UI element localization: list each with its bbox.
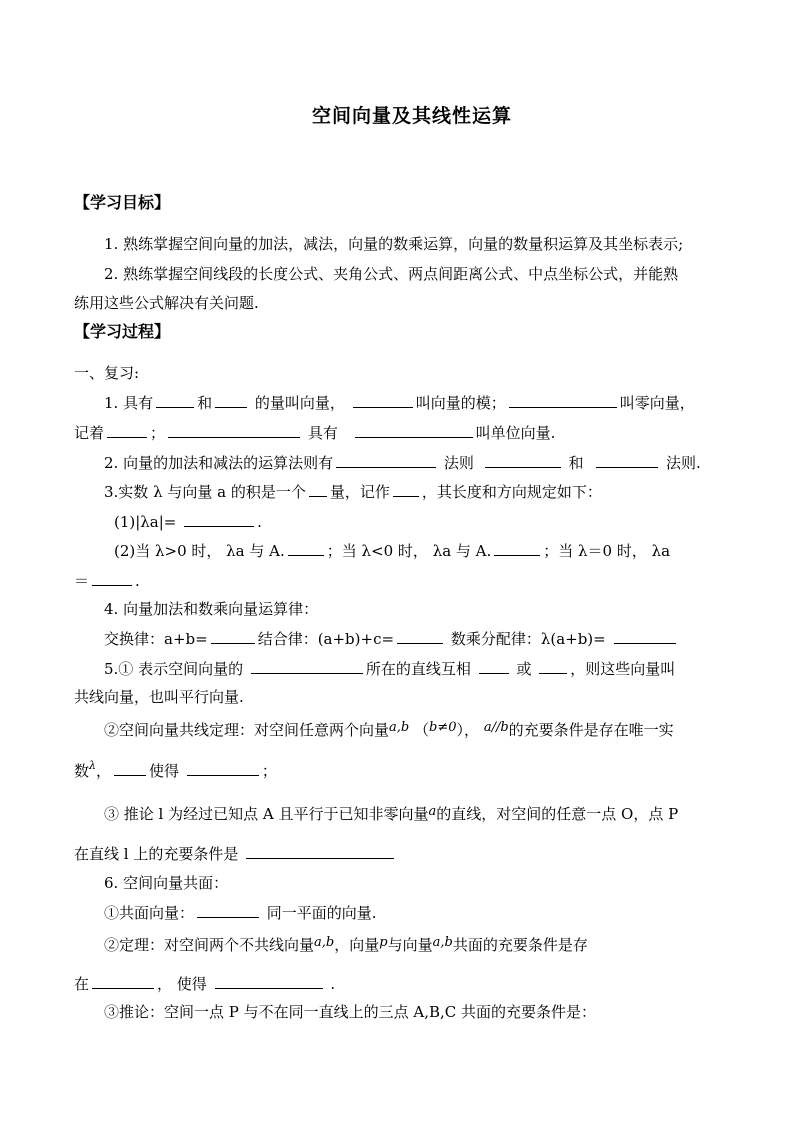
review-line-4b: 交换律：a+b= 结合律：(a+b)+c= 数乘分配律：λ(a+b)= [104,628,679,649]
goal-2-line-2: 练用这些公式解决有关问题. [74,294,259,312]
goal-2-line-1: 2. 熟练掌握空间线段的长度公式、夹角公式、两点间距离公式、中点坐标公式，并能熟 [104,265,679,283]
review-line-1b: 记着 ； 具有 叫单位向量. [74,424,556,442]
review-heading: 一、复习: [74,364,140,382]
goals-heading: 【学习目标】 [74,193,171,212]
review-line-5-2b: 数$^\lambda$， 使得 ； [74,759,277,780]
vector-ab: a,b [314,935,335,950]
vector-ab: a,b [432,935,453,950]
review-line-6-3: ③推论：空间一点 P 与不在同一直线上的三点 A,B,C 共面的充要条件是： [104,1003,597,1021]
review-line-3: 3.实数 λ 与向量 a 的积是一个 量，记作 ，其长度和方向规定如下： [104,483,602,501]
review-line-2: 2. 向量的加法和减法的运算法则有 法则 和 法则. [104,454,701,472]
review-line-5b: 共线向量，也叫平行向量. [74,688,244,706]
review-line-5-2: ②空间向量共线定理：对空间任意两个向量a,b （b≠0）， a//b的充要条件是存在唯一实 [104,720,674,739]
vector-a-parallel-b: a//b [483,720,509,735]
review-line-6-1: ①共面向量： 同一平面的向量. [104,904,377,922]
review-line-6: 6. 空间向量共面： [104,874,229,892]
review-line-5-3b: 在直线 l 上的充要条件是 [74,843,397,864]
process-heading: 【学习过程】 [74,322,171,341]
page-title: 空间向量及其线性运算 [312,105,513,127]
review-line-5: 5.① 表示空间向量的 所在的直线互相 或 ，则这些向量叫 [104,660,676,678]
vector-ab: a,b [389,720,410,735]
review-line-6-2: ②定理：对空间两个不共线向量a,b，向量p与向量a,b共面的充要条件是存 [104,935,588,954]
review-line-4: 4. 向量加法和数乘向量运算律： [104,600,319,618]
vector-p: p [379,935,388,950]
review-line-3-1: (1)|λa|= . [114,513,262,531]
review-line-1: 1. 具有 和 的量叫向量， 叫向量的模； 叫零向量， [104,394,695,412]
review-line-6-2b: 在 ， 使得 . [74,975,336,993]
review-line-3-2b: ＝ . [74,572,140,590]
vector-b-nonzero: b≠0 [429,720,457,735]
review-line-5-3: ③ 推论 l 为经过已知点 A 且平行于已知非零向量a的直线，对空间的任意一点 O，点 P [104,804,679,823]
goal-1: 1. 熟练掌握空间向量的加法，减法，向量的数乘运算，向量的数量积运算及其坐标表示; [104,235,684,253]
vector-a: a [428,804,437,819]
review-line-3-2: (2)当 λ>0 时， λa 与 A. ；当 λ<0 时， λa 与 A. ；当 λ＝0 时， λa [114,542,671,560]
